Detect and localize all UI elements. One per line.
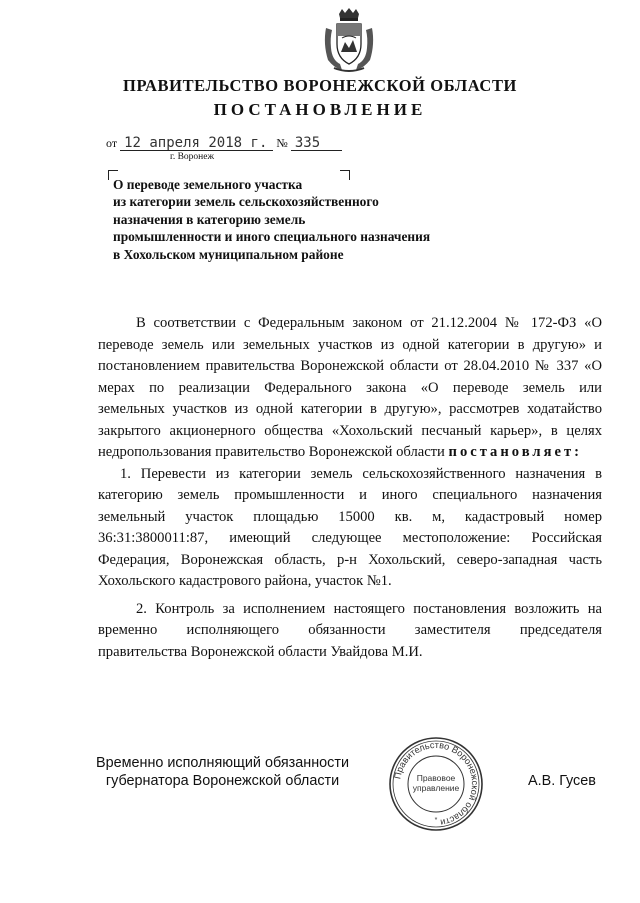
signatory-name: А.В. Гусев	[528, 773, 596, 789]
decree-word: постановляет:	[448, 444, 582, 460]
signatory-position	[96, 754, 349, 790]
subject-line: из категории земель сельскохозяйственного	[113, 194, 379, 210]
document-type-title: ПОСТАНОВЛЕНИЕ	[213, 100, 427, 119]
date-number-line	[106, 136, 342, 151]
item2-line: 2. Контроль за исполнением настоящего постановления возложить на	[136, 600, 602, 617]
coat-of-arms-icon	[322, 8, 376, 74]
position-line: Временно исполняющий обязанности	[96, 755, 350, 771]
city-label: г. Воронеж	[170, 152, 215, 162]
official-stamp	[388, 736, 484, 832]
stamp-ring-text: Правительство Воронежской области	[392, 739, 481, 828]
preamble-last-line	[98, 442, 602, 464]
subject-line: в Хохольском муниципальном районе	[113, 246, 344, 262]
preamble-line: переводе земель или земельных участков из одной категории в другую» и	[98, 336, 602, 353]
item1-line: земельный участок площадью 15000 кв. м, кадастровый номер	[98, 508, 602, 525]
item2-last-line: правительства Воронежской области Увайдова М.И.	[98, 643, 423, 660]
document-date: 12 апреля 2018 г.	[120, 137, 273, 151]
date-prefix: от	[106, 136, 118, 150]
item1-line: 36:31:3800011:87, имеющий следующее местоположение: Российская	[98, 530, 602, 546]
item1-last-line: Хохольского кадастрового района, участок №1.	[98, 573, 392, 589]
preamble-last-text: недропользования правительство Воронежской области	[98, 444, 445, 460]
document-number: 335	[291, 137, 342, 151]
number-prefix: №	[276, 136, 288, 150]
position-line: губернатора Воронежской области	[105, 773, 340, 789]
preamble-line: постановлением правительства Воронежской области от 28.04.2010 № 337 «О	[98, 358, 602, 374]
item1-line: 1. Перевести из категории земель сельскохозяйственного назначения в	[120, 465, 602, 482]
svg-text:*: *	[434, 817, 438, 824]
document-body	[98, 313, 602, 663]
preamble-line: земельных участков из одной категории в другую», рассмотрев ходатайство	[98, 401, 602, 417]
preamble-line: мерах по реализации Федерального закона «О переводе земель или	[98, 379, 602, 396]
stamp-center-line: управление	[412, 783, 460, 793]
item2-line: временно исполняющего обязанности заместителя председателя	[98, 622, 602, 638]
document-subject	[113, 176, 430, 263]
subject-line: назначения в категорию земель	[113, 211, 306, 227]
subject-line: промышленности и иного специального назначения	[113, 229, 431, 245]
government-title: ПРАВИТЕЛЬСТВО ВОРОНЕЖСКОЙ ОБЛАСТИ	[123, 76, 517, 95]
item1-line: категорию земель промышленности и иного специального назначения	[98, 487, 602, 503]
item1-line: Федерация, Воронежская область, р-н Хохольский, северо-западная часть	[98, 551, 602, 568]
subject-line: О переводе земельного участка	[113, 177, 303, 192]
stamp-center-line: Правовое	[416, 773, 456, 783]
preamble-line: В соответствии с Федеральным законом от 21.12.2004 № 172-ФЗ «О	[136, 315, 602, 331]
preamble-line: закрытого акционерного общества «Хохольский песчаный карьер», в целях	[98, 422, 602, 439]
